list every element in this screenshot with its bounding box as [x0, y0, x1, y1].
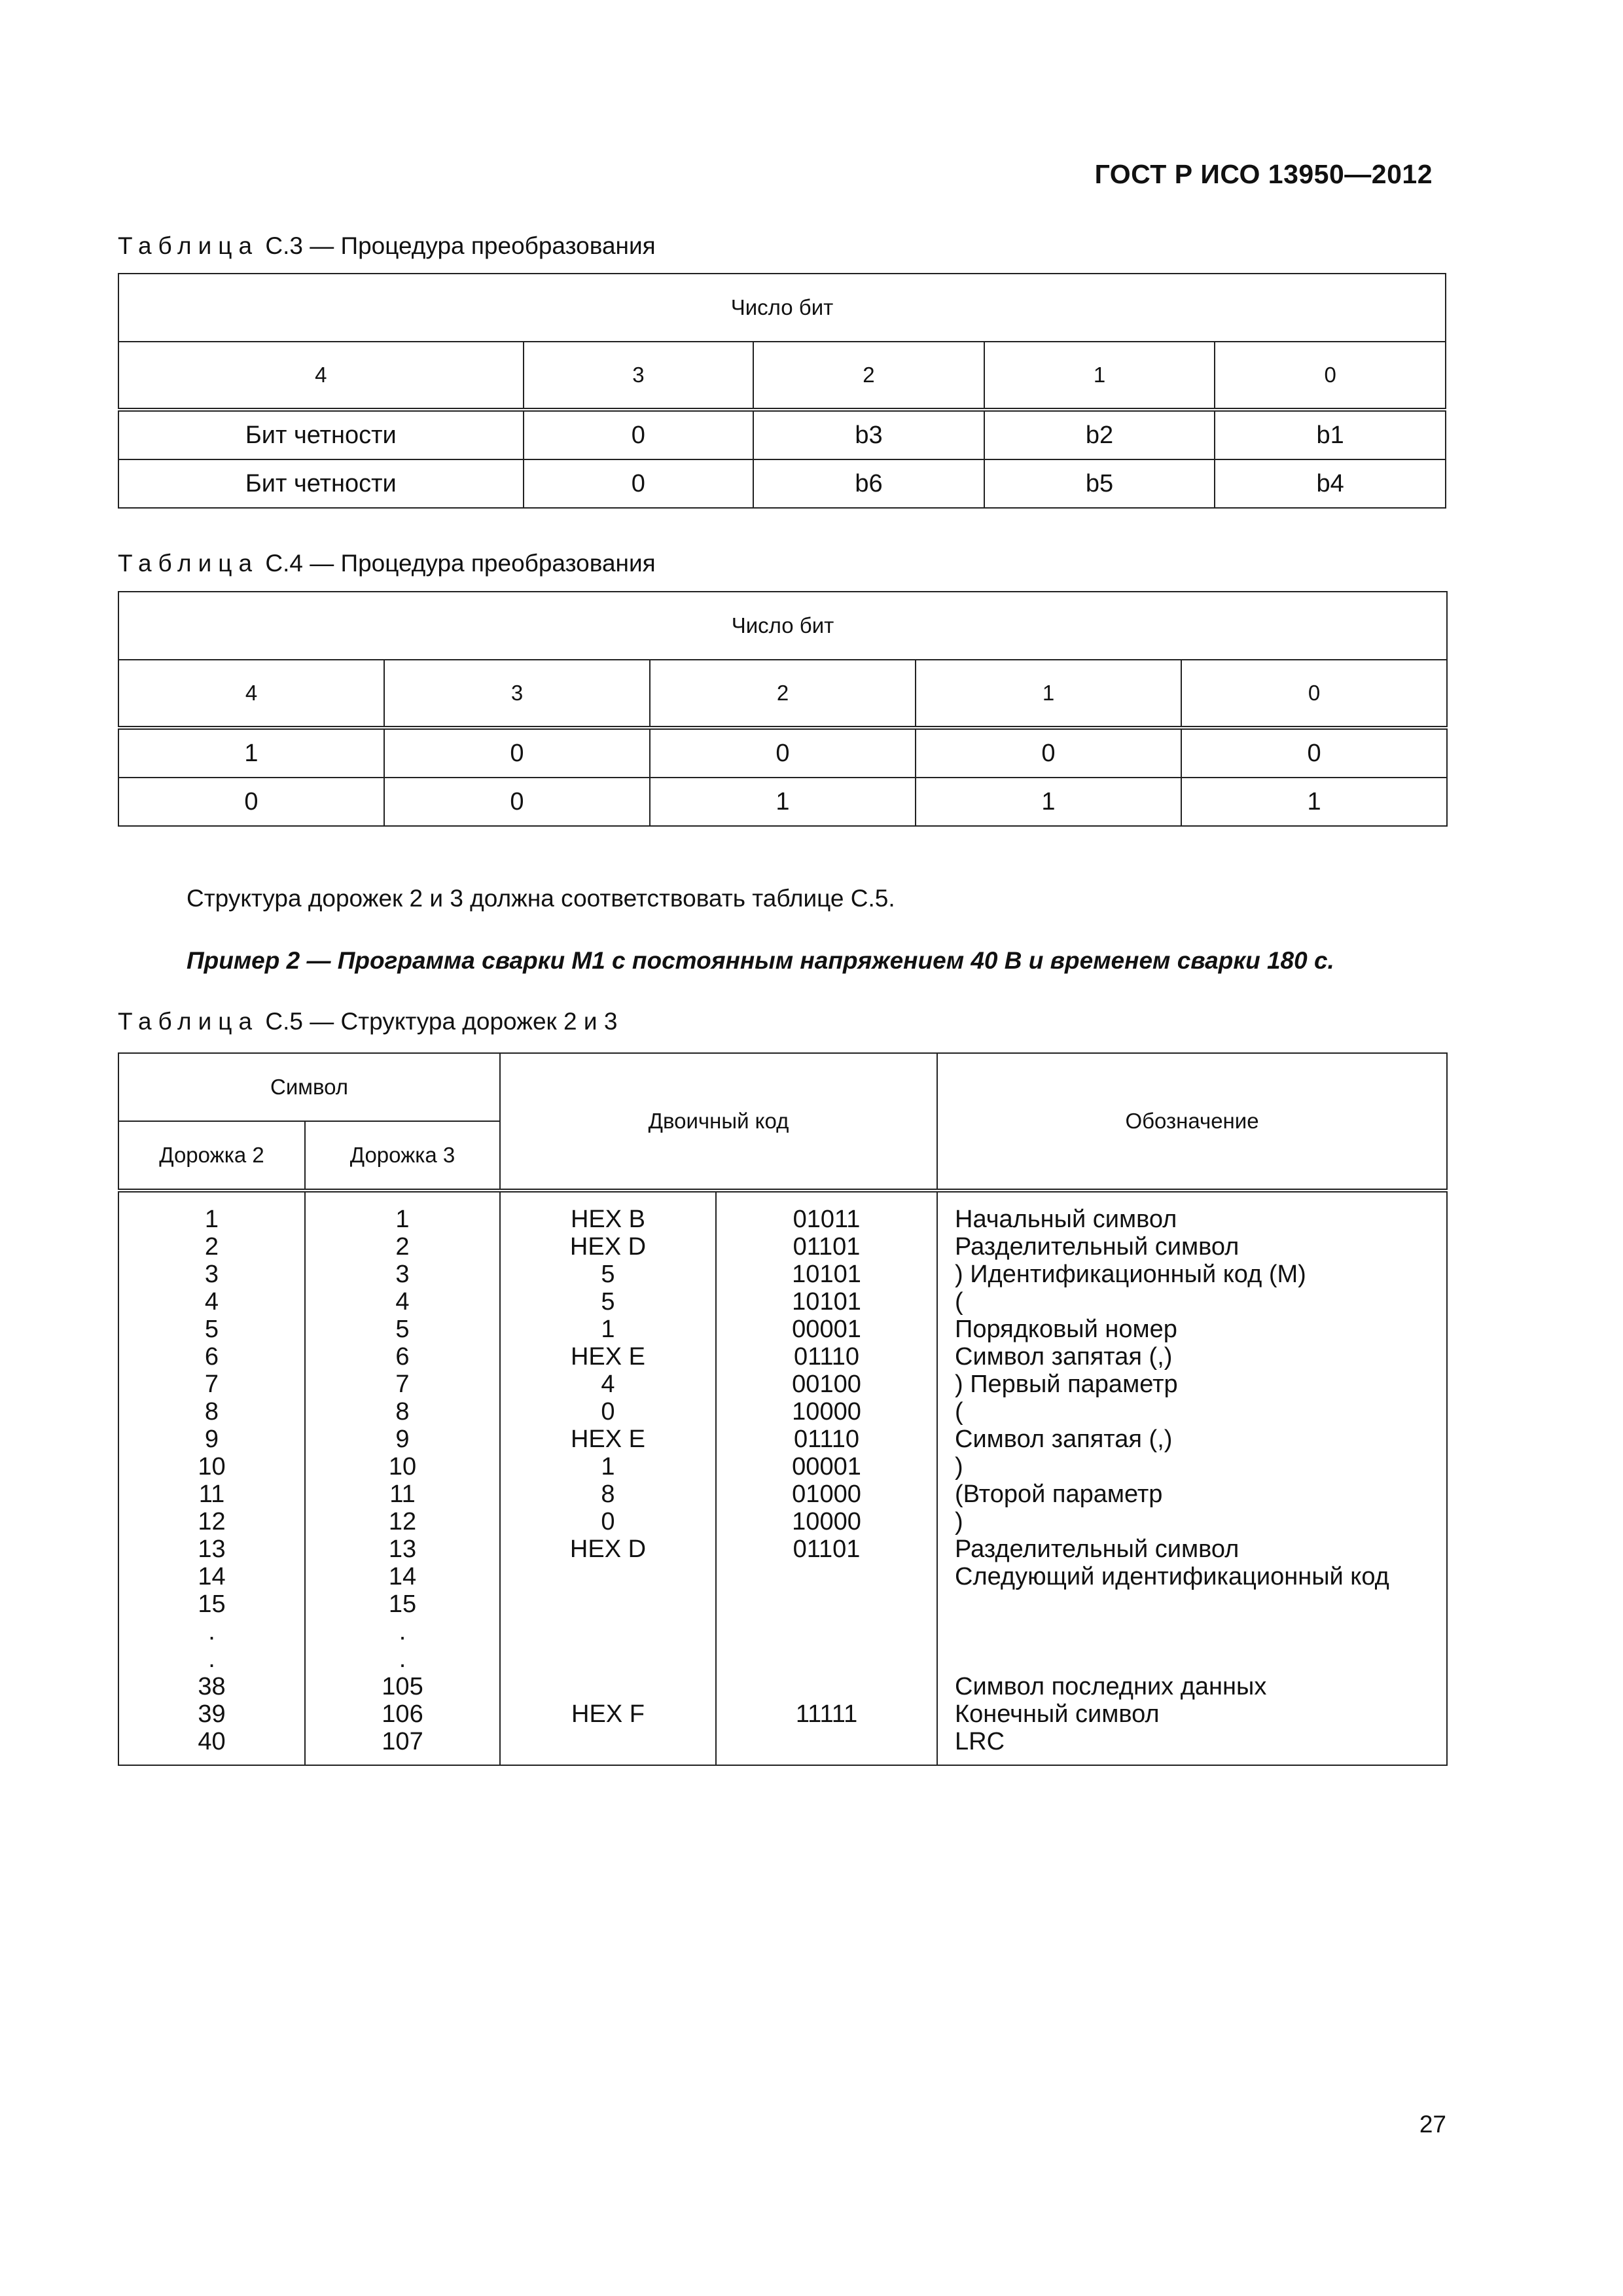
table-cell: ) Первый параметр	[955, 1371, 1178, 1398]
table-cell: 11111	[795, 1700, 858, 1728]
table-cell: 9	[395, 1426, 410, 1453]
table-cell: 9	[204, 1426, 219, 1453]
table-cell: 3	[204, 1261, 219, 1288]
table-cell: 13	[388, 1535, 417, 1563]
table-cell: 15	[388, 1590, 417, 1618]
column-header: 4	[118, 342, 524, 410]
table-cell: 01101	[793, 1535, 861, 1563]
table-cell: Бит четности	[118, 410, 524, 459]
table-cell: 00100	[792, 1371, 861, 1398]
table-cell: b5	[984, 459, 1215, 508]
table-cell: (Второй параметр	[955, 1480, 1163, 1508]
table-cell	[955, 1645, 1446, 1673]
caption-text: С.3 — Процедура преобразования	[259, 232, 656, 259]
table-cell: Следующий идентификационный код	[955, 1563, 1389, 1590]
table-cell: HEX D	[569, 1233, 647, 1261]
table-c5-caption	[118, 1008, 617, 1035]
table-cell: Символ запятая (,)	[955, 1426, 1173, 1453]
table-cell: 1	[601, 1316, 615, 1343]
table-cell: 39	[198, 1700, 226, 1728]
table-cell	[717, 1563, 936, 1590]
column-header: 2	[753, 342, 984, 410]
table-cell: b2	[984, 410, 1215, 459]
table-cell: 10	[388, 1453, 417, 1480]
table-cell: 01000	[792, 1480, 861, 1508]
designation-header: Обозначение	[937, 1053, 1447, 1191]
table-cell: 0	[524, 459, 754, 508]
table-cell: 14	[198, 1563, 226, 1590]
table-cell	[717, 1728, 936, 1755]
column-header: 0	[1181, 660, 1447, 728]
column-header: 1	[916, 660, 1181, 728]
table-cell: 5	[601, 1261, 615, 1288]
table-cell: HEX E	[570, 1426, 646, 1453]
table-cell: 40	[198, 1728, 226, 1755]
table-cell: 1	[118, 728, 384, 778]
table-cell: )	[955, 1508, 963, 1535]
table-c3	[118, 273, 1446, 509]
column-header: 4	[118, 660, 384, 728]
table-cell: (	[955, 1288, 963, 1316]
table-cell: (	[955, 1398, 963, 1426]
table-cell: Символ последних данных	[955, 1673, 1267, 1700]
table-cell: b3	[753, 410, 984, 459]
table-cell: 6	[204, 1343, 219, 1371]
example-heading: Пример 2 — Программа сварки М1 с постоянным напряжением 40 В и временем сварки 180 с.	[187, 947, 1334, 974]
table-cell: 5	[204, 1316, 219, 1343]
table-cell: 7	[395, 1371, 410, 1398]
table-cell	[501, 1618, 715, 1645]
table-cell: 4	[204, 1288, 219, 1316]
table-cell: 13	[198, 1535, 226, 1563]
table-cell: 11	[389, 1480, 416, 1508]
table-cell: 38	[198, 1673, 226, 1700]
table-cell: 0	[384, 728, 650, 778]
hex-column	[500, 1191, 716, 1765]
symbol-header: Символ	[118, 1053, 500, 1121]
table-cell	[501, 1673, 715, 1700]
table-cell: 8	[601, 1480, 615, 1508]
table-cell: Бит четности	[118, 459, 524, 508]
track3-header: Дорожка 3	[305, 1121, 500, 1191]
table-c3-caption	[118, 232, 656, 260]
table-cell	[717, 1590, 936, 1618]
table-cell	[717, 1645, 936, 1673]
column-header: 3	[524, 342, 754, 410]
table-cell: 01110	[793, 1343, 860, 1371]
table-cell	[501, 1563, 715, 1590]
table-cell: Начальный символ	[955, 1206, 1177, 1233]
table-cell: HEX B	[570, 1206, 646, 1233]
table-cell: 00001	[792, 1453, 861, 1480]
table-cell: 15	[198, 1590, 226, 1618]
table-cell: .	[208, 1618, 215, 1645]
caption-label: Таблица	[118, 232, 259, 259]
table-cell: 2	[395, 1233, 410, 1261]
table-cell: 10000	[792, 1508, 861, 1535]
table-cell: .	[208, 1645, 215, 1673]
table-cell	[955, 1618, 1446, 1645]
table-cell: 5	[601, 1288, 615, 1316]
table-cell: b1	[1215, 410, 1446, 459]
table-cell: 1	[650, 778, 916, 826]
caption-text: С.5 — Структура дорожек 2 и 3	[259, 1008, 618, 1035]
table-cell: 106	[382, 1700, 423, 1728]
table-cell: LRC	[955, 1728, 1005, 1755]
table-c4-caption	[118, 550, 656, 577]
table-cell: 01101	[793, 1233, 861, 1261]
designation-column	[937, 1191, 1447, 1765]
table-cell: 2	[204, 1233, 219, 1261]
table-c4	[118, 591, 1448, 827]
column-header: 0	[1215, 342, 1446, 410]
table-cell: 4	[601, 1371, 615, 1398]
caption-text: С.4 — Процедура преобразования	[259, 550, 656, 577]
table-cell: )	[955, 1453, 963, 1480]
table-cell: 8	[204, 1398, 219, 1426]
table-cell: 10101	[792, 1261, 861, 1288]
table-cell: HEX D	[569, 1535, 647, 1563]
table-cell: 14	[388, 1563, 417, 1590]
bits-column	[716, 1191, 937, 1765]
table-cell: 6	[395, 1343, 410, 1371]
table-cell: 4	[395, 1288, 410, 1316]
table-cell: Символ запятая (,)	[955, 1343, 1173, 1371]
table-cell: 0	[650, 728, 916, 778]
table-cell: b4	[1215, 459, 1446, 508]
table-cell: Конечный символ	[955, 1700, 1160, 1728]
table-cell: 1	[1181, 778, 1447, 826]
table-cell: Порядковый номер	[955, 1316, 1177, 1343]
table-cell: 105	[382, 1673, 423, 1700]
table-cell: 01110	[793, 1426, 860, 1453]
track2-header: Дорожка 2	[118, 1121, 305, 1191]
track3-column	[305, 1191, 500, 1765]
table-cell: 0	[601, 1508, 615, 1535]
table-cell: 1	[601, 1453, 615, 1480]
standard-header: ГОСТ Р ИСО 13950—2012	[1094, 159, 1433, 189]
table-cell: 12	[388, 1508, 417, 1535]
table-cell: 0	[384, 778, 650, 826]
table-cell: 107	[382, 1728, 423, 1755]
table-cell: 0	[524, 410, 754, 459]
table-cell: 1	[204, 1206, 219, 1233]
table-cell: 01011	[793, 1206, 861, 1233]
table-cell: 10000	[792, 1398, 861, 1426]
binary-code-header: Двоичный код	[500, 1053, 937, 1191]
table-cell: 3	[395, 1261, 410, 1288]
table-cell	[717, 1673, 936, 1700]
table-cell: ) Идентификационный код (М)	[955, 1261, 1306, 1288]
column-header: 1	[984, 342, 1215, 410]
table-cell	[955, 1590, 1446, 1618]
page-number: 27	[1419, 2111, 1446, 2138]
table-cell: HEX F	[571, 1700, 645, 1728]
table-title: Число бит	[118, 274, 1446, 342]
caption-label: Таблица	[118, 550, 259, 577]
track2-column	[118, 1191, 305, 1765]
table-cell: HEX E	[570, 1343, 646, 1371]
table-cell: 0	[601, 1398, 615, 1426]
column-header: 2	[650, 660, 916, 728]
table-cell: b6	[753, 459, 984, 508]
table-cell: 1	[916, 778, 1181, 826]
table-title: Число бит	[118, 592, 1447, 660]
table-cell: Разделительный символ	[955, 1535, 1240, 1563]
table-cell: 0	[118, 778, 384, 826]
body-paragraph: Структура дорожек 2 и 3 должна соответствовать таблице С.5.	[187, 885, 895, 912]
table-cell: .	[399, 1645, 406, 1673]
table-cell: 0	[1181, 728, 1447, 778]
table-cell: Разделительный символ	[955, 1233, 1240, 1261]
table-cell: 10101	[792, 1288, 861, 1316]
table-cell: 12	[198, 1508, 226, 1535]
table-cell: 11	[198, 1480, 225, 1508]
caption-label: Таблица	[118, 1008, 259, 1035]
table-cell: 8	[395, 1398, 410, 1426]
table-cell	[501, 1590, 715, 1618]
table-cell: 7	[204, 1371, 219, 1398]
table-cell: 00001	[792, 1316, 861, 1343]
table-cell: 5	[395, 1316, 410, 1343]
table-c5	[118, 1052, 1448, 1766]
column-header: 3	[384, 660, 650, 728]
table-cell	[501, 1728, 715, 1755]
table-cell: 10	[198, 1453, 226, 1480]
table-cell: 0	[916, 728, 1181, 778]
table-cell: .	[399, 1618, 406, 1645]
table-cell: 1	[395, 1206, 410, 1233]
table-cell	[717, 1618, 936, 1645]
table-cell	[501, 1645, 715, 1673]
